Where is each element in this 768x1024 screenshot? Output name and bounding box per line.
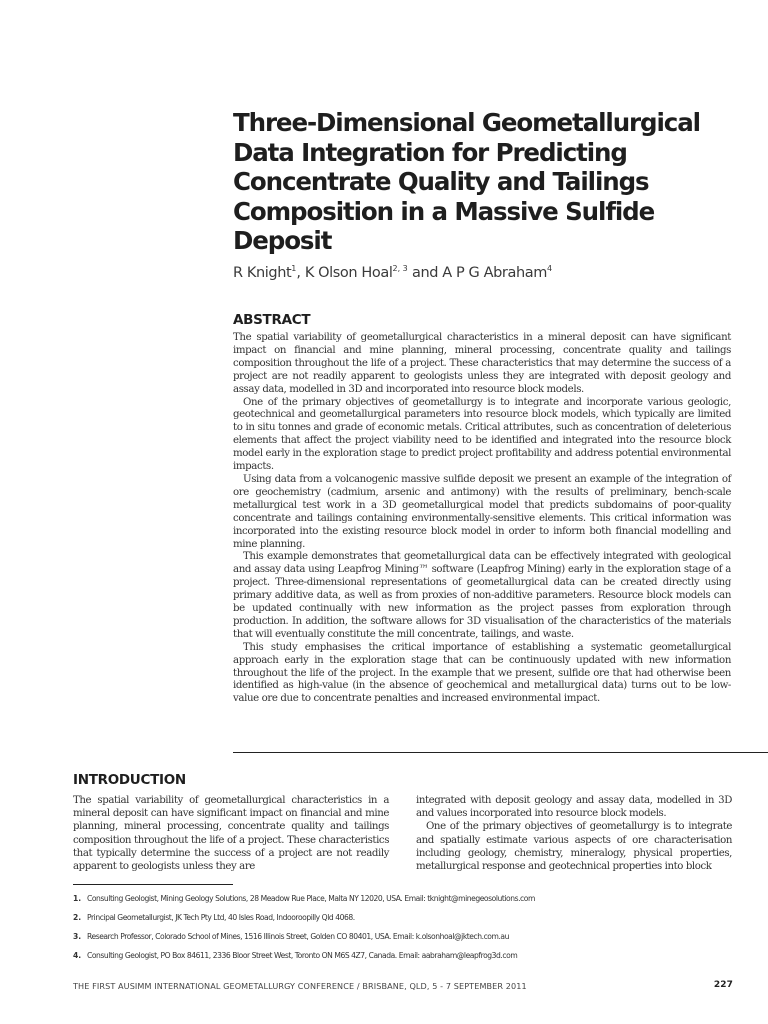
body-paragraph: The spatial variability of geometallurgical characteristics in a mineral deposit can have significant impact on financial and mine planning, mineral processing, concentrate quality and tailings composition throughout the life of a project. These characteristics that typically determine the success of a project are not readily apparent to geologists unless they are <box>73 795 389 873</box>
title-line: Data Integration for Predicting <box>233 137 627 167</box>
abstract-paragraph: One of the primary objectives of geometallurgy is to integrate and incorporate various geologic, geotechnical and geometallurgical parameters into resource block models, which typically are limited to in situ tonnes and grade of economic metals. Critical attributes, such as concentration of deleterious elements that affect the project viability need to be identified and integrated into the resource block model early in the exploration stage to predict project profitability and address potential environmental impacts. <box>233 396 732 473</box>
footnote-number: 4. <box>73 950 82 960</box>
page-footer <box>73 979 733 993</box>
abstract-paragraph: The spatial variability of geometallurgical characteristics in a mineral deposit can have significant impact on financial and mine planning, mineral processing, concentrate quality and tailings composition throughout the life of a project. These characteristics that may determine the success of a project are not readily apparent to geologists unless they are integrated with deposit geology and assay data, modelled in 3D and incorporated into resource block models. <box>233 332 731 395</box>
abstract-divider <box>233 752 768 753</box>
footnote <box>73 950 733 961</box>
footnote <box>73 931 733 942</box>
abstract-body <box>233 332 731 706</box>
footnote-number: 2. <box>73 912 82 922</box>
author-separator: , <box>296 265 305 281</box>
footnote <box>73 912 733 923</box>
abstract-heading: ABSTRACT <box>233 312 311 328</box>
body-paragraph: integrated with deposit geology and assay data, modelled in 3D and values incorporated into resource block models. <box>416 795 732 820</box>
author-name: R Knight <box>233 265 292 281</box>
title-line: Deposit <box>233 226 332 255</box>
paper-title <box>233 108 733 256</box>
abstract-paragraph: Using data from a volcanogenic massive sulfide deposit we present an example of the integration of ore geochemistry (cadmium, arsenic and antimony) with the results of preliminary, bench-scale metallurgical test work in a 3D geometallurgical model that predicts subdomains of poor-quality concentrate and tailings containing environmentally-sensitive elements. This critical information was incorporated into the existing resource block model in order to inform both financial modelling and mine planning. <box>233 473 731 550</box>
title-line: Concentrate Quality and Tailings <box>233 167 649 196</box>
conference-name: THE FIRST AUSIMM INTERNATIONAL GEOMETALLURGY CONFERENCE / BRISBANE, QLD, 5 - 7 SEPTEMBER 2011 <box>73 981 527 991</box>
author-affiliation-marker: 1 <box>291 264 297 273</box>
footnotes <box>73 893 733 969</box>
abstract-paragraph: This study emphasises the critical importance of establishing a systematic geometallurgical approach early in the exploration stage that can be continuously updated with new information throughout the life of the project. In the example that we present, sulfide ore that had otherwise been identified as high-value (in the absence of geochemical and metallurgical data) turns out to be low-value ore due to concentrate penalties and increased environmental impact. <box>233 641 731 705</box>
footnote-text: Consulting Geologist, Mining Geology Solutions, 28 Meadow Rue Place, Malta NY 12020, USA. Email: tknight@minegeosolutions.com <box>87 894 535 903</box>
author-name: A P G Abraham <box>442 265 547 281</box>
footnote <box>73 893 733 904</box>
body-paragraph: One of the primary objectives of geometallurgy is to integrate and spatially estimate various aspects of ore characterisation including geology, chemistry, mineralogy, physical properties, metallurgical response and geotechnical properties into block <box>416 821 732 873</box>
author-list <box>233 264 733 282</box>
footnote-number: 3. <box>73 931 82 941</box>
title-line: Composition in a Massive Sulfide <box>233 196 655 226</box>
title-line: Three-Dimensional Geometallurgical <box>233 108 700 137</box>
introduction-heading: INTRODUCTION <box>73 772 186 788</box>
introduction-column-right <box>416 794 732 873</box>
author-name: K Olson Hoal <box>304 265 393 281</box>
page-number: 227 <box>713 980 733 990</box>
footnote-number: 1. <box>73 894 82 903</box>
footnote-text: Principal Geometallurgist, JK Tech Pty Ltd, 40 Isles Road, Indooroopilly Qld 4068. <box>87 912 355 922</box>
abstract-paragraph: This example demonstrates that geometallurgical data can be effectively integrated with geological and assay data using Leapfrog Mining™ software (Leapfrog Mining) early in the exploration stage of a project. Three-dimensional representations of geometallurgical data can be created directly using primary additive data, as well as from proxies of non-additive parameters. Resource block models can be updated continually with new information as the project passes from exploration through production. In addition, the software allows for 3D visualisation of the characteristics of the materials that will eventually constitute the mill concentrate, tailings, and waste. <box>233 551 731 640</box>
author-separator: and <box>407 265 443 281</box>
introduction-column-left <box>73 794 389 873</box>
author-affiliation-marker: 4 <box>546 264 553 273</box>
footnote-text: Research Professor, Colorado School of Mines, 1516 Illinois Street, Golden CO 80401, USA. Email: k.olsonhoal@jktech.com.au <box>87 931 509 941</box>
footnote-divider <box>73 884 233 885</box>
footnote-text: Consulting Geologist, PO Box 84611, 2336 Bloor Street West, Toronto ON M6S 4Z7, Canada. Email: aabraham@leapfrog3d.com <box>87 950 518 960</box>
author-affiliation-marker: 2, 3 <box>392 264 408 273</box>
